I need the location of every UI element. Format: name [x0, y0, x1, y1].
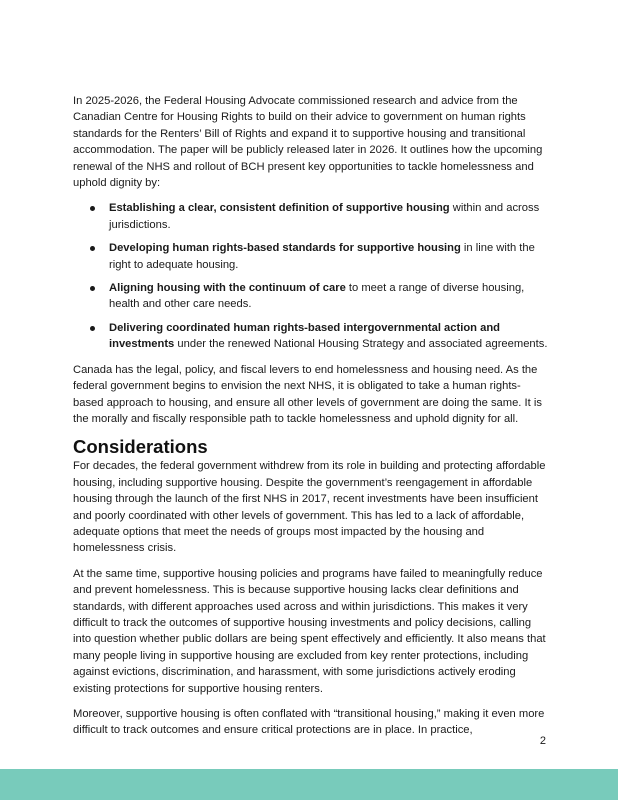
bullet-bold-text: Aligning housing with the continuum of care	[109, 282, 346, 295]
bullet-text: to meet a range of diverse housing, health and other care needs.	[109, 282, 525, 311]
bullet-dot-icon	[90, 286, 95, 291]
section-paragraph: At the same time, supportive housing policies and programs have failed to meaningfully reduce and prevent homelessness. This is because supportive housing lacks clear definitions and standards, with different approaches used across and within jurisdictions. This makes it very difficult to track the outcomes of supportive housing investments and policy decisions, calling into question whether public dollars are being spent effectively and efficiently. It also means that many people living in supportive housing are excluded from key renter protections, including against evictions, discrimination, and harassment, with some jurisdictions actively eroding existing protections for supportive housing renters.	[73, 567, 546, 695]
bullet-text: in line with the right to adequate housing.	[109, 242, 535, 271]
bullet-text: within and across jurisdictions.	[109, 202, 540, 231]
bullet-dot-icon	[90, 326, 95, 331]
closing-paragraph: Canada has the legal, policy, and fiscal levers to end homelessness and housing need. As the federal government begins to envision the next NHS, it is obligated to take a human rights-based approach to housing, and ensure all other levels of government are doing the same. It is the morally and fiscally responsible path to tackle homelessness and uphold dignity for all.	[73, 363, 542, 425]
bullet-dot-icon	[90, 206, 95, 211]
bullet-dot-icon	[90, 246, 95, 251]
bullet-bold-text: Delivering coordinated human rights-based intergovernmental action and investments	[109, 321, 501, 351]
bullet-item	[73, 200, 551, 233]
section-paragraph: Moreover, supportive housing is often conflated with “transitional housing,” making it even more difficult to track outcomes and ensure critical protections are in place. In practice,	[73, 708, 545, 737]
bullet-bold-text: Developing human rights-based standards for supportive housing	[109, 242, 461, 255]
document-body	[73, 93, 551, 748]
bullet-text: under the renewed National Housing Strategy and associated agreements.	[174, 338, 548, 351]
bullet-item	[73, 320, 551, 353]
intro-paragraph: In 2025-2026, the Federal Housing Advocate commissioned research and advice from the Canadian Centre for Housing Rights to build on their advice to government on human rights standards for the Renters’ Bill of Rights and expand it to supportive housing and transitional accommodation. The paper will be publicly released later in 2026. It outlines how the upcoming renewal of the NHS and rollout of BCH present key opportunities to tackle homelessness and uphold dignity by:	[73, 95, 543, 190]
bullet-item	[73, 280, 551, 313]
footer-band	[0, 769, 618, 800]
bullet-bold-text: Establishing a clear, consistent definition of supportive housing	[109, 202, 450, 215]
page-number: 2	[539, 735, 546, 747]
bullet-item	[73, 240, 551, 273]
bullet-list	[73, 200, 551, 352]
section-heading: Considerations	[73, 436, 208, 458]
section-paragraph: For decades, the federal government withdrew from its role in building and protecting affordable housing, including supportive housing. Despite the government’s reengagement in affordable housing through the launch of the first NHS in 2017, recent investments have been insufficient and poorly coordinated with other levels of government. This has led to a lack of affordable, adequate options that meet the needs of groups most impacted by the housing and homelessness crisis.	[73, 460, 546, 555]
